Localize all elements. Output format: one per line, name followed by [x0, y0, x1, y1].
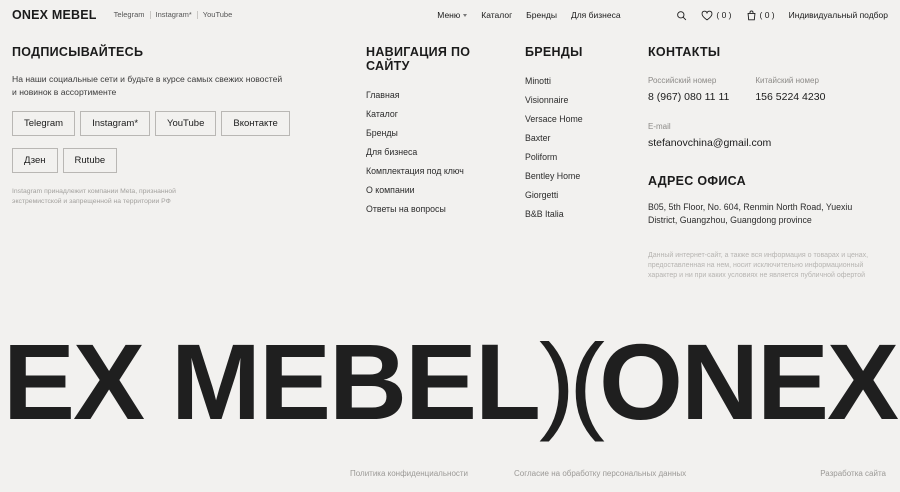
- phone-russia-value[interactable]: 8 (967) 080 11 11: [648, 91, 730, 103]
- subscribe-rutube-button[interactable]: Rutube: [63, 148, 118, 173]
- instagram-disclaimer: Instagram принадлежит компании Meta, признанной экстремистской и запрещенной на территории РФ: [12, 188, 176, 205]
- subscribe-title: ПОДПИСЫВАЙТЕСЬ: [12, 45, 144, 59]
- wordmark-left: EX MEBEL: [2, 321, 540, 442]
- privacy-policy-link[interactable]: Политика конфиденциальности: [350, 468, 469, 478]
- individual-selection-link[interactable]: Индивидуальный подбор: [788, 10, 888, 20]
- cart-count: ( 0 ): [759, 10, 775, 20]
- phone-china: [755, 76, 825, 103]
- subscribe-description: На наши социальные сети и будьте в курсе самых свежих новостей и новинок в ассортименте: [12, 74, 283, 97]
- footer-link-home[interactable]: Главная: [366, 90, 400, 100]
- main-navigation: [437, 10, 620, 20]
- subscribe-vkontakte-button[interactable]: Вконтакте: [221, 111, 289, 136]
- contacts-column: [648, 45, 888, 281]
- cart-button[interactable]: [746, 10, 775, 21]
- brand-link-visionnaire[interactable]: Visionnaire: [525, 95, 569, 105]
- brand-link-baxter[interactable]: Baxter: [525, 133, 551, 143]
- footer-link-business[interactable]: Для бизнеса: [366, 147, 418, 157]
- footer-link-faq[interactable]: Ответы на вопросы: [366, 204, 446, 214]
- subscribe-instagram-button[interactable]: Instagram*: [80, 111, 150, 136]
- wordmark-separator: )(: [539, 321, 599, 442]
- subscribe-youtube-button[interactable]: YouTube: [155, 111, 216, 136]
- footer-link-turnkey[interactable]: Комплектация под ключ: [366, 166, 464, 176]
- personal-data-consent-link[interactable]: Согласие на обработку персональных данных: [514, 468, 687, 478]
- footer-link-about[interactable]: О компании: [366, 185, 415, 195]
- favorites-button[interactable]: [701, 10, 731, 21]
- brand-link-bentley-home[interactable]: Bentley Home: [525, 171, 581, 181]
- nav-item-catalog[interactable]: Каталог: [481, 10, 513, 20]
- header-social-instagram[interactable]: Instagram*: [151, 11, 198, 19]
- legal-notice: Данный интернет-сайт, а также вся информация о товарах и ценах, предоставленная на нем, носит исключительно информационный характер и ни при каких условиях не является публичной офертой: [648, 252, 869, 279]
- nav-item-brands[interactable]: Бренды: [526, 10, 557, 20]
- logo[interactable]: ONEX MEBEL: [12, 8, 97, 22]
- header-social-telegram[interactable]: Telegram: [109, 11, 151, 19]
- phone-china-value[interactable]: 156 5224 4230: [755, 91, 826, 103]
- contacts-title: КОНТАКТЫ: [648, 45, 721, 59]
- subscribe-column: [12, 45, 302, 206]
- chevron-down-icon: [463, 14, 467, 17]
- phone-china-label: Китайский номер: [755, 76, 819, 85]
- search-button[interactable]: [676, 10, 687, 21]
- brand-link-giorgetti[interactable]: Giorgetti: [525, 190, 559, 200]
- subscribe-buttons-row-1: [12, 111, 302, 136]
- brands-title: БРЕНДЫ: [525, 45, 583, 59]
- header-social-youtube[interactable]: YouTube: [202, 10, 233, 19]
- email-value[interactable]: stefanovchina@gmail.com: [648, 137, 772, 149]
- office-address-title: АДРЕС ОФИСА: [648, 174, 746, 188]
- wordmark-band: [0, 312, 900, 452]
- brand-link-versace-home[interactable]: Versace Home: [525, 114, 583, 124]
- favorites-count: ( 0 ): [716, 10, 732, 20]
- bottom-bar: [0, 454, 900, 492]
- header-actions: [676, 10, 888, 21]
- nav-item-business[interactable]: Для бизнеса: [570, 10, 621, 20]
- header-social-links: [109, 11, 238, 19]
- footer-link-catalog[interactable]: Каталог: [366, 109, 398, 119]
- footer-link-brands[interactable]: Бренды: [366, 128, 398, 138]
- email-label: E-mail: [648, 122, 671, 131]
- office-address-value: B05, 5th Floor, No. 604, Renmin North Road, Yuexiu District, Guangzhou, Guangdong province: [648, 202, 853, 225]
- site-header: [0, 0, 900, 30]
- phone-russia: [648, 76, 729, 103]
- subscribe-buttons-row-2: [12, 148, 302, 173]
- brands-links: [525, 76, 645, 219]
- phone-list: [648, 76, 888, 103]
- brand-link-bb-italia[interactable]: B&B Italia: [525, 209, 564, 219]
- subscribe-dzen-button[interactable]: Дзен: [12, 148, 58, 173]
- brand-link-minotti[interactable]: Minotti: [525, 76, 551, 86]
- subscribe-telegram-button[interactable]: Telegram: [12, 111, 75, 136]
- wordmark-right: ONEX: [598, 321, 898, 442]
- brand-link-poliform[interactable]: Poliform: [525, 152, 558, 162]
- nav-item-menu[interactable]: [437, 10, 467, 20]
- bag-icon: [746, 10, 757, 21]
- site-development-link[interactable]: Разработка сайта: [820, 468, 886, 478]
- brands-column: [525, 45, 645, 219]
- phone-russia-label: Российский номер: [648, 76, 717, 85]
- wordmark-text: [2, 321, 898, 442]
- heart-icon: [701, 10, 713, 21]
- site-navigation-column: [366, 45, 516, 214]
- site-navigation-title: НАВИГАЦИЯ ПО САЙТУ: [366, 45, 471, 73]
- nav-item-menu-label: Меню: [437, 10, 461, 20]
- search-icon: [676, 10, 687, 21]
- site-navigation-links: [366, 90, 516, 214]
